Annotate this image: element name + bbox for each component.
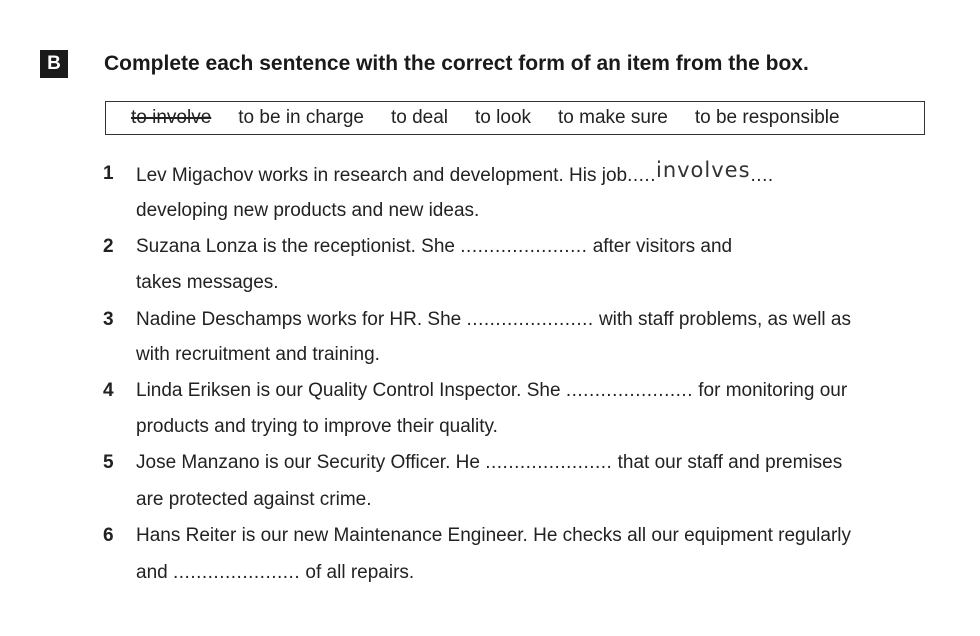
blank-dots: ..... [627, 165, 656, 186]
sentence-text: Linda Eriksen is our Quality Control Inspector. She [136, 380, 561, 401]
sentence-text: with staff problems, as well as [598, 309, 851, 330]
answer-blank[interactable]: ...................... [460, 236, 588, 257]
sentence-text: Jose Manzano is our Security Officer. He [136, 452, 480, 473]
item-4-line-2: products and trying to improve their quality. [136, 416, 498, 437]
answer-blank[interactable]: ...................... [466, 309, 594, 330]
box-item-to-deal: to deal [390, 107, 449, 128]
section-label: B [40, 50, 68, 78]
handwritten-answer[interactable]: involves [655, 158, 751, 182]
sentence-text: after visitors and [592, 236, 733, 257]
item-2-line-1 [136, 234, 732, 260]
item-5-line-1 [136, 450, 842, 476]
item-1-line-2: developing new products and new ideas. [136, 200, 480, 221]
item-number: 3 [103, 309, 114, 330]
item-number: 4 [103, 380, 114, 401]
box-item-to-make-sure: to make sure [558, 107, 668, 128]
item-4-line-1 [136, 378, 847, 404]
item-number: 1 [103, 163, 114, 184]
answer-blank[interactable]: ...................... [565, 380, 693, 401]
item-1-line-1 [136, 158, 774, 189]
item-number: 2 [103, 236, 114, 257]
blank-dots: .... [750, 165, 774, 186]
item-number: 6 [103, 525, 114, 546]
sentence-text: Lev Migachov works in research and development. His job [136, 165, 628, 186]
item-5-line-2: are protected against crime. [136, 489, 372, 510]
sentence-text: that our staff and premises [617, 452, 843, 473]
item-6-line-2 [136, 560, 414, 586]
sentence-text: Suzana Lonza is the receptionist. She [136, 236, 455, 257]
box-item-to-be-responsible: to be responsible [694, 107, 840, 128]
sentence-text: of all repairs. [305, 562, 415, 583]
item-2-line-2: takes messages. [136, 272, 279, 293]
item-6-line-1: Hans Reiter is our new Maintenance Engineer. He checks all our equipment regularly [136, 525, 851, 546]
answer-blank[interactable]: ...................... [172, 562, 301, 583]
word-box [105, 101, 925, 135]
item-3-line-1 [136, 307, 851, 333]
box-item-to-be-in-charge: to be in charge [238, 107, 364, 128]
sentence-text: and [136, 562, 168, 583]
box-item-to-look: to look [475, 107, 532, 128]
item-number: 5 [103, 452, 114, 473]
instruction-heading: Complete each sentence with the correct form of an item from the box. [104, 52, 809, 75]
sentence-text: for monitoring our [698, 380, 848, 401]
item-3-line-2: with recruitment and training. [136, 344, 380, 365]
sentence-text: Nadine Deschamps works for HR. She [136, 309, 462, 330]
answer-blank[interactable]: ...................... [485, 452, 613, 473]
box-item-to-involve: to involve [131, 107, 212, 128]
